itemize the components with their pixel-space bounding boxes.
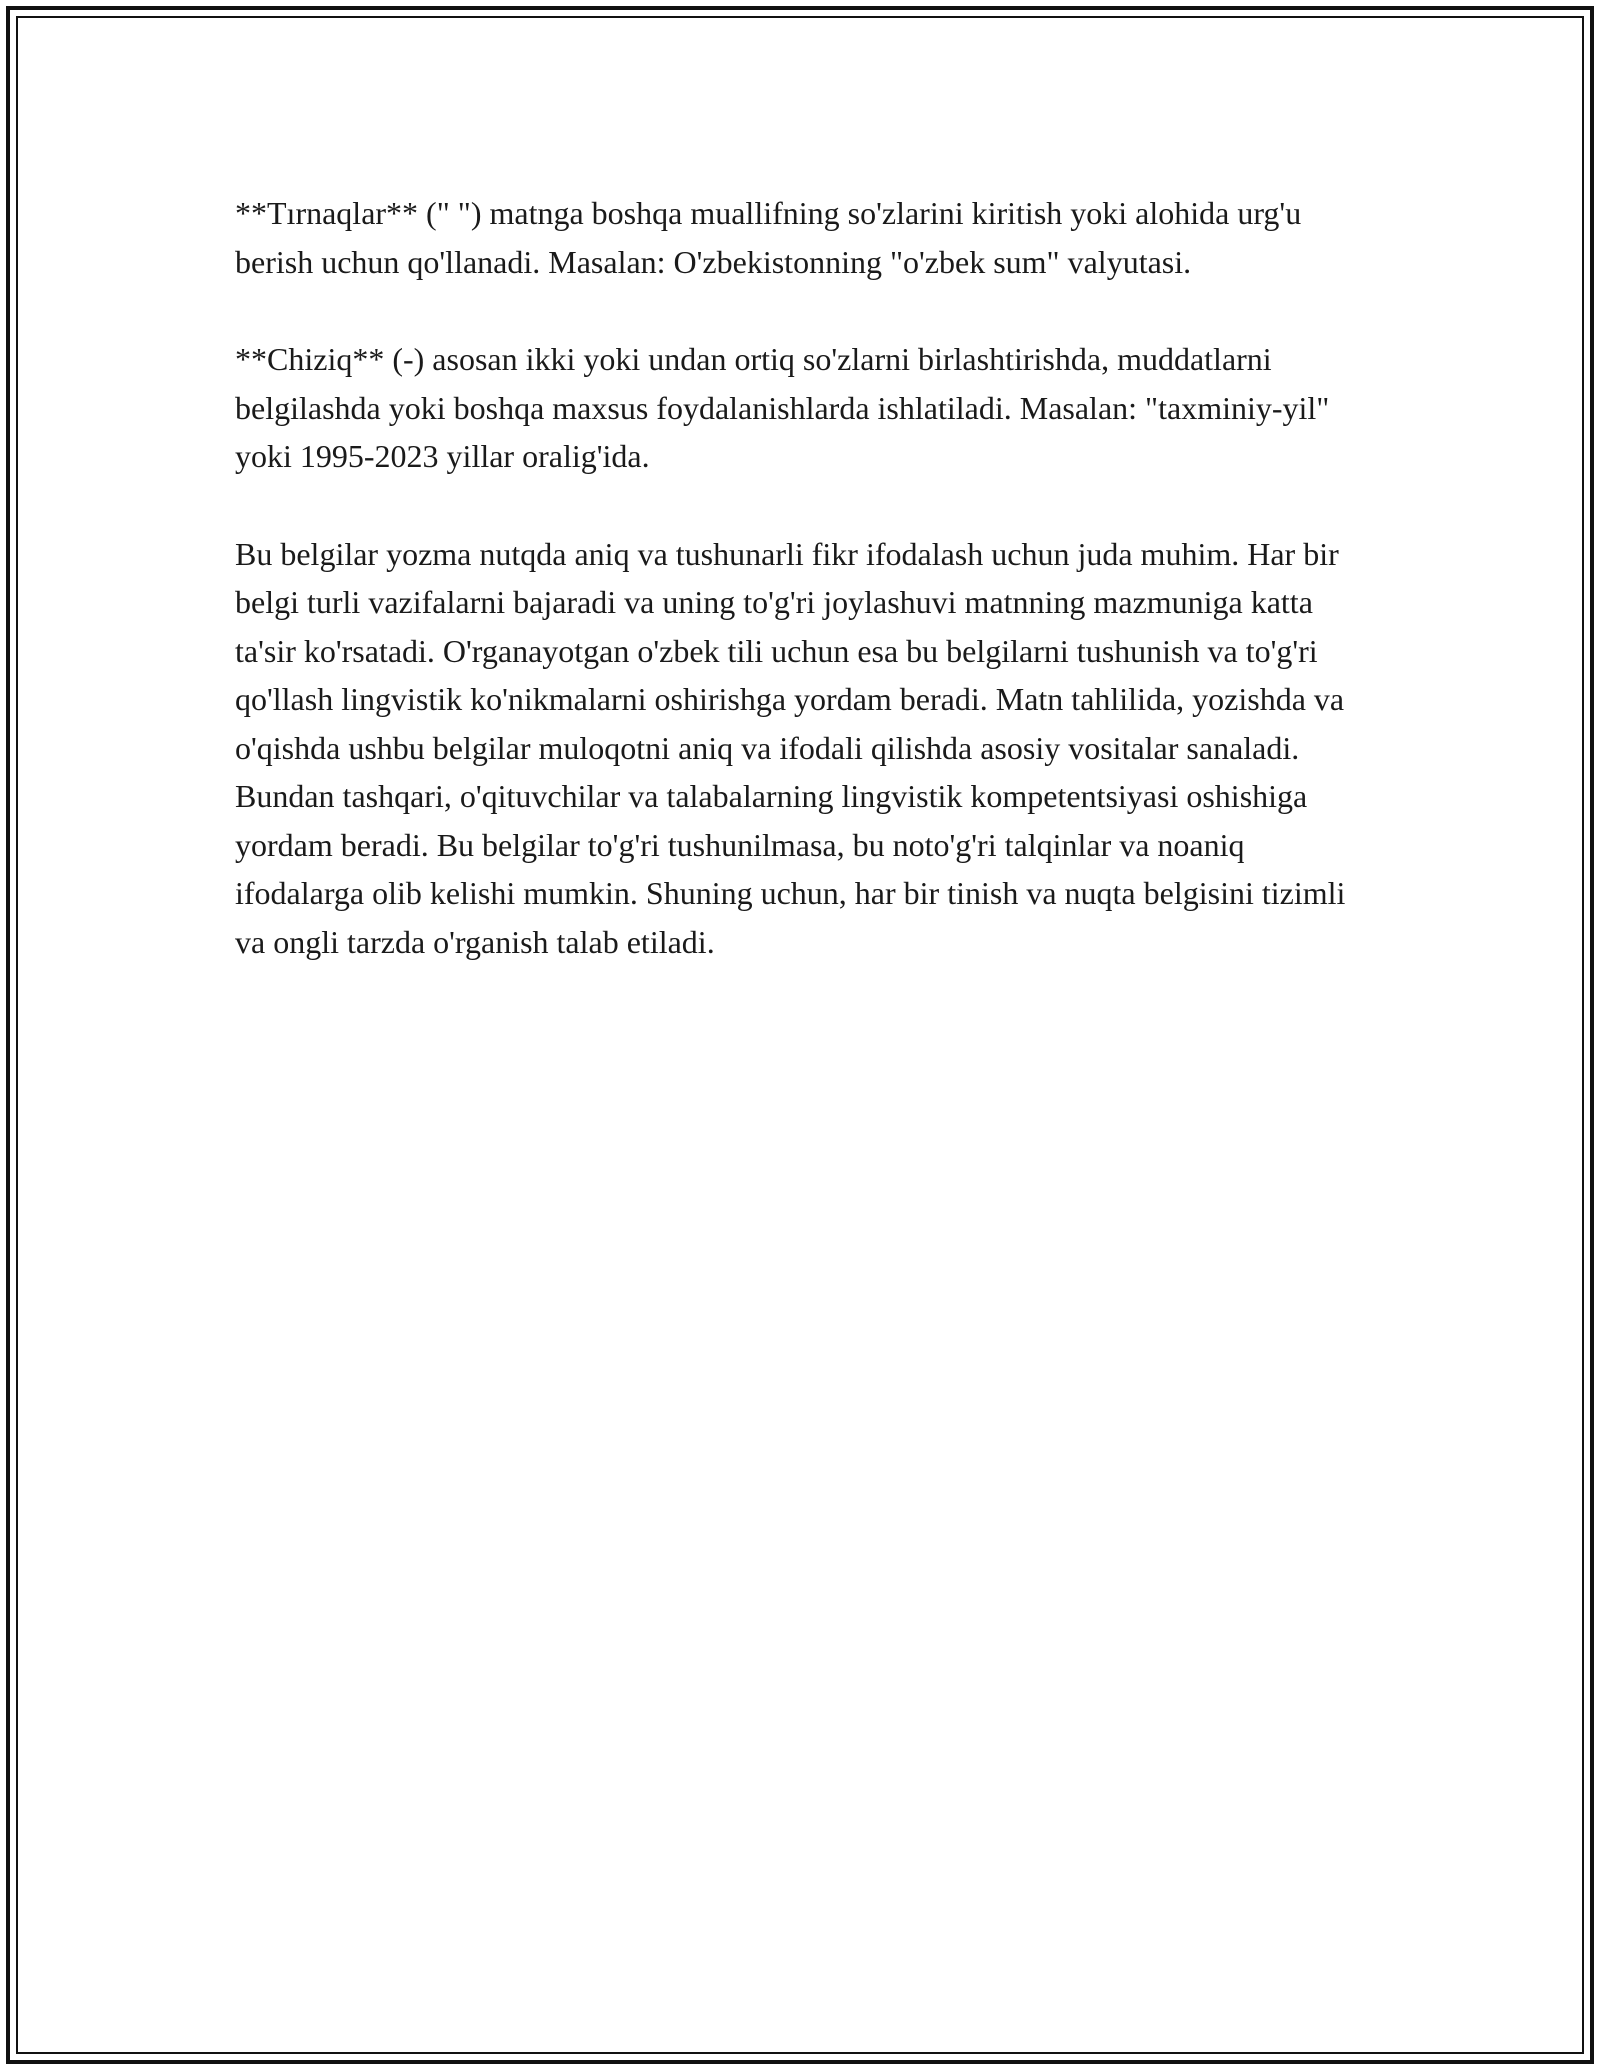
paragraph-quotes: **Tırnaqlar** (" ") matnga boshqa muallifning so'zlarini kiritish yoki alohida urg'u berish uchun qo'llanadi. Masalan: O'zbekistonning "o'zbek sum" valyutasi. bbox=[235, 195, 1302, 280]
paragraph-summary: Bu belgilar yozma nutqda aniq va tushunarli fikr ifodalash uchun juda muhim. Har bir belgi turli vazifalarni bajaradi va uning to'g'ri joylashuvi matnning mazmuniga katta ta'sir ko'rsatadi. O'rganayotgan o'zbek tili uchun esa bu belgilarni tushunish va to'g'ri qo'llash lingvistik ko'nikmalarni oshirishga yordam beradi. Matn tahlilida, yozishda va o'qishda ushbu belgilar muloqotni aniq va ifodali qilishda asosiy vositalar sanaladi. Bundan tashqari, o'qituvchilar va talabalarning lingvistik kompetentsiyasi oshishiga yordam beradi. Bu belgilar to'g'ri tushunilmasa, bu noto'g'ri talqinlar va noaniq ifodalarga olib kelishi mumkin. Shuning uchun, har bir tinish va nuqta belgisini tizimli va ongli tarzda o'rganish talab etiladi. bbox=[235, 535, 1346, 960]
document-body bbox=[235, 189, 1365, 1015]
paragraph-dash: **Chiziq** (-) asosan ikki yoki undan ortiq so'zlarni birlashtirishda, muddatlarni belgilashda yoki boshqa maxsus foydalanishlarda ishlatiladi. Masalan: "taxminiy-yil" yoki 1995-2023 yillar oralig'ida. bbox=[235, 341, 1330, 474]
